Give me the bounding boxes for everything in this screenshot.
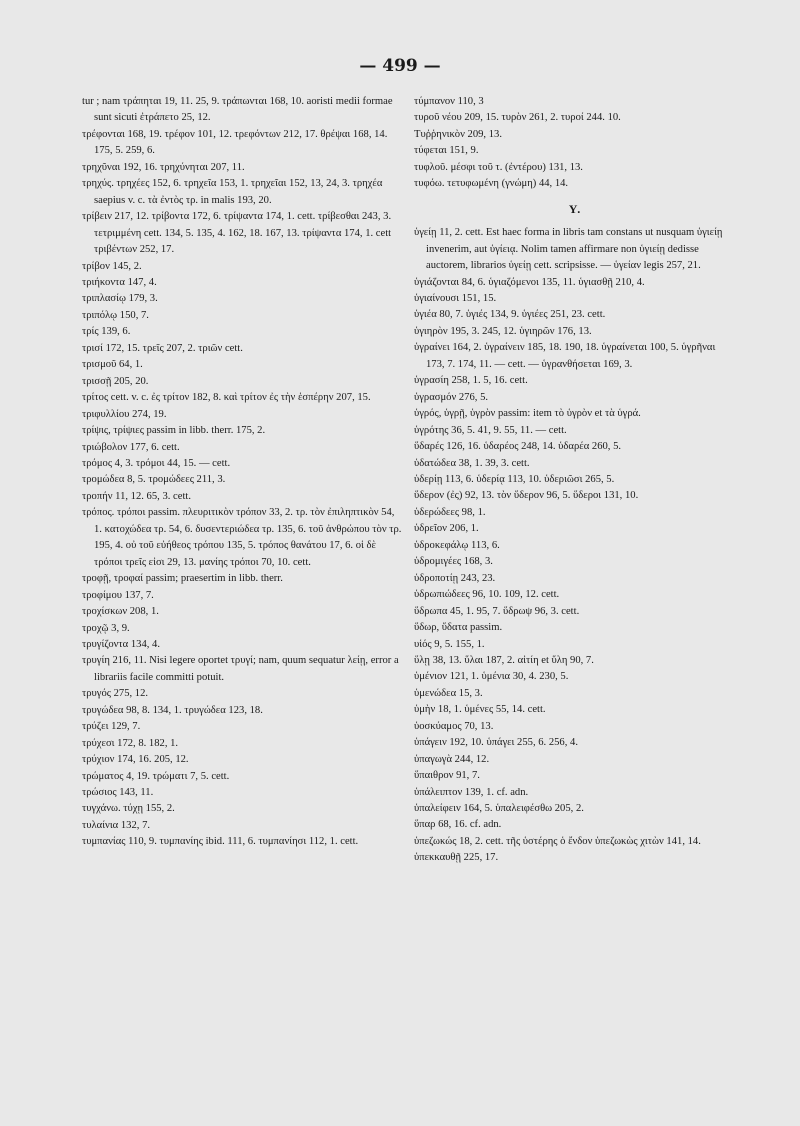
index-entry: ὑμὴν 18, 1. ὑμένες 55, 14. cett. [414, 704, 546, 716]
index-entry: ὑδρομιγέες 168, 3. [414, 556, 493, 568]
index-entry: ὑδροκεφάλῳ 113, 6. [414, 539, 500, 551]
index-entry: τροφῇ, τροφαί passim; praesertim in libb. therr. [82, 573, 283, 585]
index-entry: ὑμενώδεα 15, 3. [414, 687, 483, 699]
index-entry: ὑπεκκαυθῇ 225, 17. [414, 852, 499, 864]
index-entry: ὑγιέα 80, 7. ὑγιές 134, 9. ὑγιέες 251, 23. cett. [414, 309, 606, 321]
index-entry: τρόμος 4, 3. τρόμοι 44, 15. — cett. [82, 457, 231, 469]
index-entry: ὑγρότης 36, 5. 41, 9. 55, 11. — cett. [414, 424, 567, 436]
index-entry: τρώσιος 143, 11. [82, 787, 154, 799]
index-entry: τριήκοντα 147, 4. [82, 276, 157, 288]
index-entry: ὑγείῃ 11, 2. cett. Est haec forma in libris tam constans ut nusquam ὑγιείῃ invenerim, aut ὑγίειᾳ. Nolim tamen affirmare non ὑγιείῃ dedisse auctorem, librarios ὑγείῃ cett. scripsisse. — ὑγείαν legis 257, 21. [414, 227, 723, 272]
index-entry: τρίβειν 217, 12. τρίβοντα 172, 6. τρίψαντα 174, 1. cett. τρίβεσθαι 243, 3. τετριμμένη cett. 134, 5. 135, 4. 162, 18. 167, 13. τρίψαντα 174, 1. cett τριβέντων 252, 17. [82, 211, 392, 256]
index-entry: ὑγιαίνουσι 151, 15. [414, 292, 497, 304]
index-entry: τρίψις, τρίψιες passim in libb. therr. 175, 2. [82, 425, 266, 437]
index-entry: τριφυλλίου 274, 19. [82, 408, 167, 420]
index-entry: τρισσῇ 205, 20. [82, 375, 149, 387]
index-entry: ὑγιηρὸν 195, 3. 245, 12. ὑγιηρῶν 176, 13. [414, 325, 592, 337]
index-entry: τρισί 172, 15. τρεῖς 207, 2. τριῶν cett. [82, 342, 243, 354]
index-entry: ὕλῃ 38, 13. ὕλαι 187, 2. αἰτίη et ὕλη 90, 7. [414, 654, 594, 666]
index-entry: τρίβον 145, 2. [82, 260, 142, 272]
index-entry: ὑδερίῃ 113, 6. ὑδερίᾳ 113, 10. ὑδεριῶσι 265, 5. [414, 473, 615, 485]
index-entry: ὑδροποτίῃ 243, 23. [414, 572, 496, 584]
index-entry: τρύζει 129, 7. [82, 721, 141, 733]
index-entry: τριώβολον 177, 6. cett. [82, 441, 180, 453]
letter-heading: Υ. [568, 201, 582, 216]
index-entry: τρόπος. τρόποι passim. πλευριτικὸν τρόπον 33, 2. τρ. τὸν ἐπιληπτικὸν 54, 1. κατοχώδεα τρ. 54, 6. δυσεντεριώδεα τρ. 135, 6. τοῦ ἀνθρώπου τὸν τρ. 195, 4. οὐ τοῦ εὐήθεος τρόπου 135, 5. τρόπος θανάτου 17, 6. οἱ δὲ τρόποι τρεῖς εἰσι 29, 13. μανίης τρόποι 70, 10. cett. [82, 507, 402, 568]
index-entry: τρυγώδεα 98, 8. 134, 1. τρυγώδεα 123, 18. [82, 704, 263, 716]
index-entry: τύμπανον 110, 3 [414, 96, 484, 107]
index-entry: τρυγός 275, 12. [82, 688, 149, 700]
index-entry: τρύχιον 174, 16. 205, 12. [82, 754, 189, 766]
right-column [414, 94, 736, 867]
left-column [82, 94, 402, 851]
index-entry: τριπλασίῳ 179, 3. [82, 293, 158, 305]
index-entry: τρίς 139, 6. [82, 326, 131, 338]
index-entry: τροφίμου 137, 7. [82, 589, 154, 601]
index-entry: τυμπανίας 110, 9. τυμπανίης ibid. 111, 6. τυμπανίησι 112, 1. cett. [82, 836, 359, 848]
index-entry: ὑγρασμόν 276, 5. [414, 391, 489, 403]
index-entry: τρομώδεα 8, 5. τρομώδεες 211, 3. [82, 474, 226, 486]
index-entry: τυγχάνω. τύχῃ 155, 2. [82, 803, 175, 815]
index-entry: ὑπάλειπτον 139, 1. cf. adn. [414, 786, 529, 798]
index-entry: τροχῷ 3, 9. [82, 622, 130, 634]
index-entry: τρώματος 4, 19. τρώματι 7, 5. cett. [82, 770, 230, 782]
index-entry: τύφεται 151, 9. [414, 145, 479, 157]
index-entry: ὕπαρ 68, 16. cf. adn. [414, 819, 502, 831]
index-entry: ὑδερώδεες 98, 1. [414, 506, 486, 518]
index-entry: τροχίσκων 208, 1. [82, 606, 159, 618]
index-entry: ὑδρεῖον 206, 1. [414, 523, 479, 535]
index-entry: τυροῦ νέου 209, 15. τυρὸν 261, 2. τυροί 244. 10. [414, 112, 621, 124]
index-entry: τρυγίζοντα 134, 4. [82, 638, 160, 650]
index-entry: ὑγραίνει 164, 2. ὑγραίνειν 185, 18. 190, 18. ὑγραίνεται 100, 5. ὑγρῆναι 173, 7. 174, 11. — cett. — ὑγρανθήσεται 169, 3. [414, 342, 716, 370]
index-entry: τριπόλῳ 150, 7. [82, 309, 149, 321]
index-entry: ὑπεζωκώς 18, 2. cett. τῆς ὑστέρης ὁ ἔνδον ὑπεζωκὼς χιτὼν 141, 14. [414, 835, 701, 847]
index-entry: τρέφονται 168, 19. τρέφον 101, 12. τρεφόντων 212, 17. θρέψαι 168, 14. 175, 5. 259, 6. [82, 128, 388, 157]
index-entry: ὑγιάζονται 84, 6. ὑγιαζόμενοι 135, 11. ὑγιασθῇ 210, 4. [414, 276, 645, 288]
index-entry: ὕδρωπα 45, 1. 95, 7. ὕδρωψ 96, 3. cett. [414, 605, 580, 617]
index-entry: ὑπαγωγὰ 244, 12. [414, 753, 490, 765]
index-entry: τροπήν 11, 12. 65, 3. cett. [82, 490, 191, 502]
index-entry: ὕδερον (ἐς) 92, 13. τὸν ὕδερον 96, 5. ὕδεροι 131, 10. [414, 490, 639, 502]
index-entry: ὑπαλείφειν 164, 5. ὑπαλειφέσθω 205, 2. [414, 803, 584, 815]
index-entry: τρηχῦναι 192, 16. τρηχύνηται 207, 11. [82, 161, 245, 173]
index-entry: υἱός 9, 5. 155, 1. [414, 638, 485, 650]
index-entry: tur ; nam τράπηται 19, 11. 25, 9. τράπωνται 168, 10. aoristi medii formae sunt sicuti ἐτράπετο 25, 12. [82, 96, 393, 124]
index-entry: τρύχεσι 172, 8. 182, 1. [82, 737, 179, 749]
index-entry: ὑγρός, ὑγρῇ, ὑγρὸν passim: item τὸ ὑγρὸν et τὰ ὑγρά. [414, 408, 641, 420]
index-entry: ὕδαρές 126, 16. ὑδαρέος 248, 14. ὑδαρέα 260, 5. [414, 441, 622, 453]
index-entry: τρηχύς. τρηχέες 152, 6. τρηχεῖα 153, 1. τρηχεῖαι 152, 13, 24, 3. τρηχέα saepius v. c. τὰ ἐντὸς τρ. in malis 193, 20. [82, 178, 383, 206]
index-entry: τρίτος cett. v. c. ἐς τρίτον 182, 8. καὶ τρίτον ἐς τὴν ἑσπέρην 207, 15. [82, 392, 371, 404]
index-entry: ὑδατώδεα 38, 1. 39, 3. cett. [414, 457, 530, 469]
index-entry: τυφλοῦ. μέσφι τοῦ τ. (ἐντέρου) 131, 13. [414, 161, 583, 173]
index-entry: τρυγίη 216, 11. Nisi legere oportet τρυγί; nam, quum sequatur λείῃ, error a librariis facile committi potuit. [82, 655, 399, 683]
page-number: — 499 — [359, 56, 441, 76]
index-entry: ὕδωρ, ὕδατα passim. [414, 622, 503, 634]
index-entry: ὑοσκύαμος 70, 13. [414, 720, 494, 732]
index-entry: ὑδρωπιώδεες 96, 10. 109, 12. cett. [414, 589, 560, 601]
index-entry: ὑπάγειν 192, 10. ὑπάγει 255, 6. 256, 4. [414, 737, 578, 749]
index-entry: Τυῤῥηνικὸν 209, 13. [414, 128, 502, 140]
index-entry: τρισμοῦ 64, 1. [82, 359, 143, 371]
index-entry: ὑμένιον 121, 1. ὑμένια 30, 4. 230, 5. [414, 671, 569, 683]
index-entry: τυφόω. τετυφωμένη (γνώμη) 44, 14. [414, 178, 569, 190]
index-entry: τυλαίνια 132, 7. [82, 819, 151, 831]
index-entry: ὑγρασίη 258, 1. 5, 16. cett. [414, 375, 528, 387]
index-entry: ὕπαιθρον 91, 7. [414, 770, 480, 782]
